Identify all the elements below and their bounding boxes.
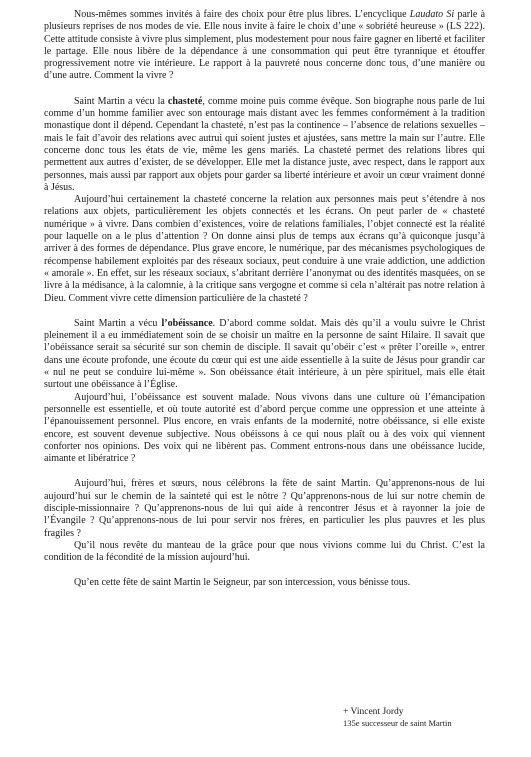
paragraph-group-obeissance xyxy=(44,318,485,466)
paragraph-fete: Aujourd’hui, frères et sœurs, nous célébrons la fête de saint Martin. Qu’apprenons-nous de lui aujourd’hui sur le chemin de la sainteté qui est le nôtre ? Qu’apprenons-nous de lui sur notre chemin de disciple-missionnaire ? Qu’apprenons-nous de lui qui aide à rencontrer Jésus et à rayonner la joie de l’Évangile ? Qu’apprenons-nous de lui pour servir nos frères, en particulier les plus pauvres et les plus fragiles ? xyxy=(44,478,485,539)
signature-name: + Vincent Jordy xyxy=(343,707,404,717)
document-body xyxy=(44,9,485,603)
paragraph-text: Saint Martin a vécu xyxy=(74,317,162,329)
paragraph-text: parle à plusieurs reprises de nos modes de vie. Elle nous invite à faire le choix d’une « sobriété heureuse » (LS 222). Cette attitude consiste à vivre plus simplement, plus modestement pour nous faire gagner en liberté et faciliter le partage. Elle nous libère de la dépendance à une consommation qui peut être tyrannique et étouffer progressivement notre vie intérieure. Le rapport à la pauvreté nous concerne donc tous, d’une manière ou d’une autre. Comment la vivre ? xyxy=(44,9,486,82)
keyword-chastete: chasteté xyxy=(167,95,203,107)
paragraph-group-pauvrete xyxy=(44,9,485,83)
paragraph-chastete-numerique: Aujourd’hui certainement la chasteté concerne la relation aux personnes mais peut s’étendre à nos relations aux objets, particulièrement les objets connectés et les écrans. On peut parler de « chasteté numérique » à vivre. Dans combien d’existences, voire de relations familiales, l’objet connecté est la réalité pour laquelle on a le plus d’attention ? On donne ainsi plus de temps aux écrans qu’à quiconque jusqu’à arriver à des formes de dépendance. Plus grave encore, le numérique, par des mécanismes psychologiques de récompense habilement exploités par des réseaux sociaux, peut conduire à une vraie addiction, une addiction « amorale ». En effet, sur les réseaux sociaux, s’abritant derrière l’anonymat ou des identités masquées, on se livre à la médisance, à la calomnie, à la critique sans vergogne et comme si cela n’altérait pas notre relation à Dieu. Comment vivre cette dimension particulière de la chasteté ? xyxy=(44,194,485,304)
paragraph-sobriete xyxy=(44,9,485,83)
paragraph-obeissance-aujourdhui: Aujourd’hui, l’obéissance est souvent malade. Nous vivons dans une culture où l’émancipation personnelle est essentielle, et où toute autorité est d’abord perçue comme une oppression et une atteinte à l’épanouissement personnel. Plus encore, en vrais enfants de la modernité, notre obéissance, si elle existe encore, est souvent devenue subjective. Nous obéissons à ce qui nous plaît ou à des voix qui viennent conforter nos opinions. Des voix qui ne libèrent pas. Comment entrons-nous dans une obéissance lucide, aimante et libératrice ? xyxy=(44,391,485,465)
paragraph-obeissance xyxy=(44,318,485,392)
paragraph-group-chastete xyxy=(44,96,485,305)
signature-title: 135e successeur de saint Martin xyxy=(343,718,452,728)
paragraph-text: Nous-mêmes sommes invités à faire des choix pour être plus libres. L’encyclique xyxy=(74,9,410,20)
keyword-obeissance: l’obéissance xyxy=(161,317,213,329)
paragraph-text: Saint Martin a vécu la xyxy=(74,95,168,107)
paragraph-benediction: Qu’en cette fête de saint Martin le Seigneur, par son intercession, vous bénisse tous. xyxy=(74,577,411,589)
encyclical-title: Laudato Si xyxy=(409,9,455,20)
signature-block xyxy=(343,706,503,729)
paragraph-chastete xyxy=(44,96,485,194)
paragraph-group-conclusion xyxy=(44,478,485,564)
paragraph-manteau: Qu’il nous revête du manteau de la grâce pour que nous vivions comme lui du Christ. C’est la condition de la fécondité de la mission aujourd’hui. xyxy=(44,539,485,564)
paragraph-group-benediction xyxy=(44,577,485,589)
paragraph-text: , comme moine puis comme évêque. Son biographe nous parle de lui comme d’un homme familier avec son entourage mais distant avec les femmes conformément à la tradition monastique dont il dépend. Cependant la chasteté, n’est pas la continence – l’absence de relations sexuelles – mais le fait d’avoir des relations avec autrui qui soient justes et ajustées, sans mettre la main sur l’autre. Elle concerne donc tous les états de vie, même les gens mariés. La chasteté permet des relations libres qui permettent aux autres d’exister, de se développer. Elle met la distance juste, avec respect, dans le rapport aux personnes, mais aussi par rapport aux objets pour garder sa liberté intérieure et avoir un cœur vraiment donné à Jésus. xyxy=(44,95,485,193)
paragraph-text: . D’abord comme soldat. Mais dès qu’il a voulu suivre le Christ pleinement il a eu immédiatement soin de se choisir un maître en la personne de saint Hilaire. Il savait que l’obéissance serait sa sécurité sur son chemin de disciple. Il savait qu’obéir c’est « prêter l’oreille », entrer dans une écoute profonde, une écoute du cœur qui est une aide essentielle à la suite de Jésus pour grandir car « nul ne peut se conduire lui-même ». Son obéissance était intérieure, à un père spirituel, mais elle était surtout une obéissance à l’Église. xyxy=(44,317,485,391)
